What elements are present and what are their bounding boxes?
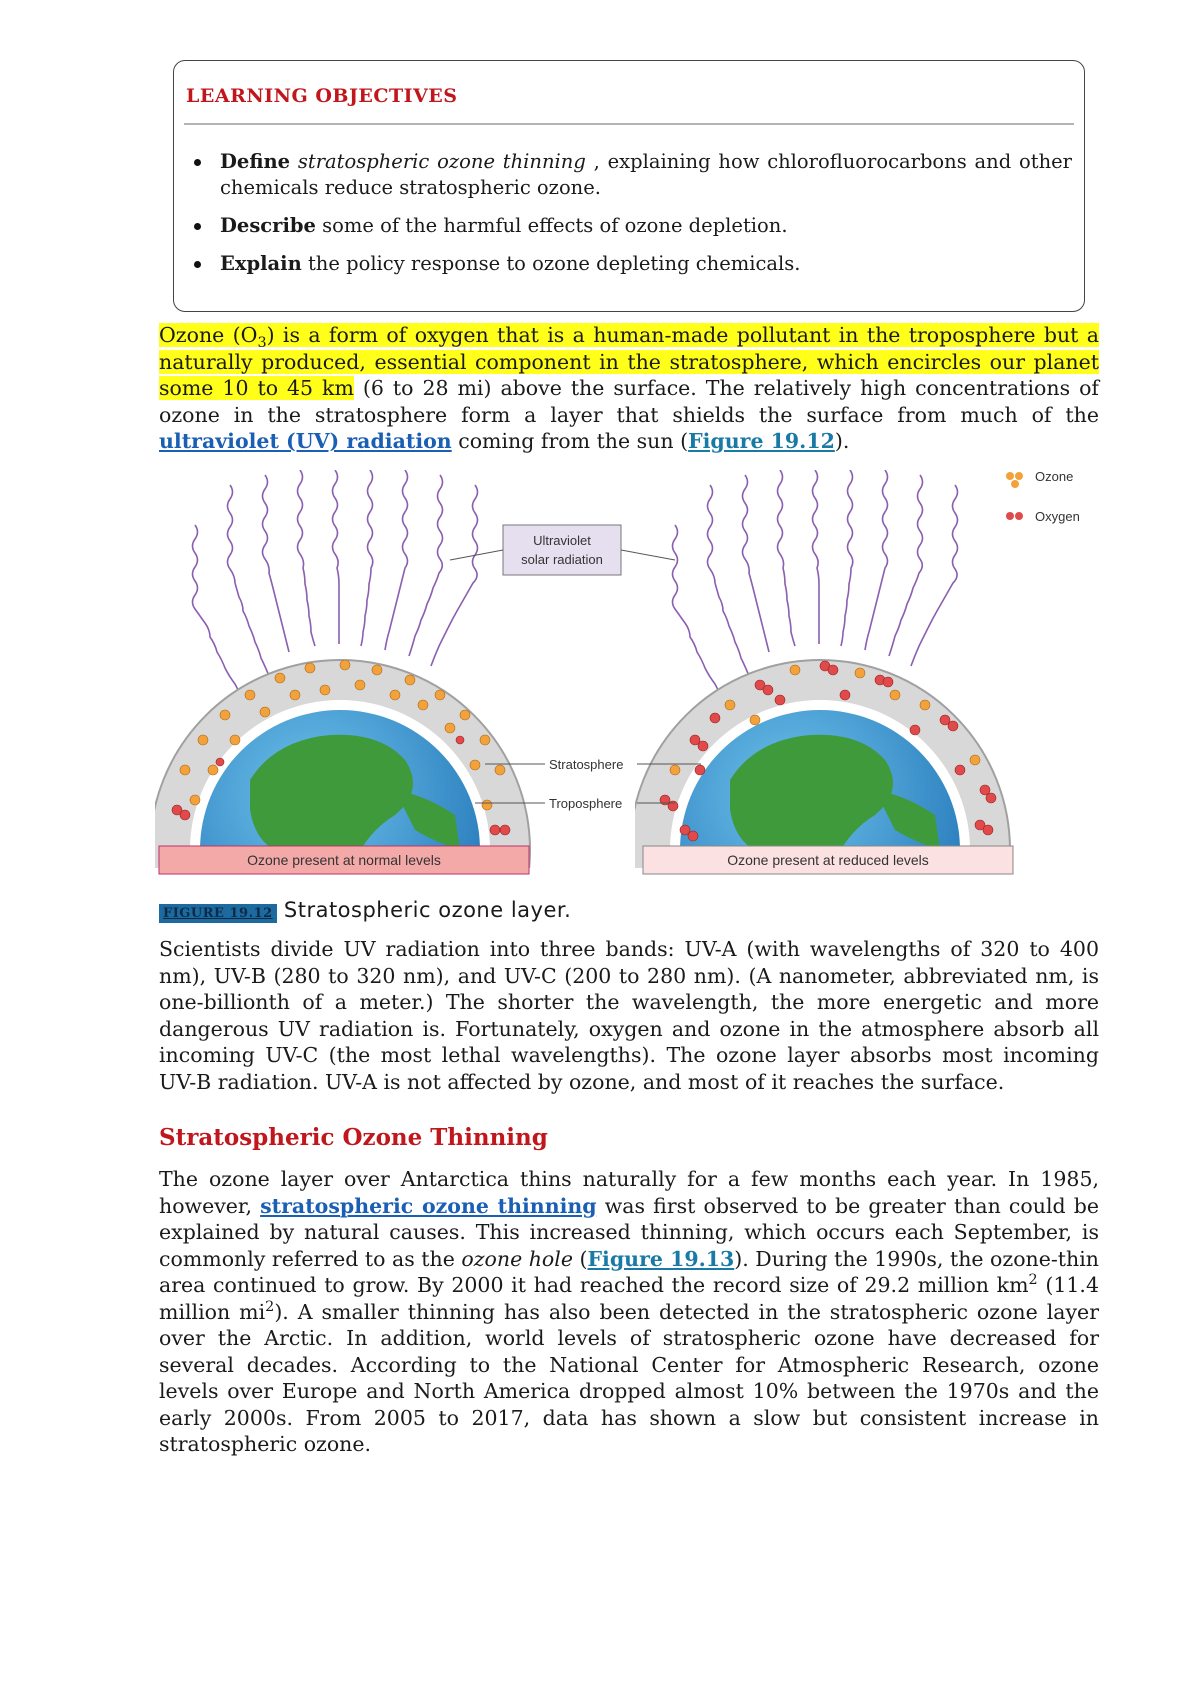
figure-tag: FIGURE 19.12 [159,904,277,923]
objective-text: , explaining how chlorofluorocarbons and other chemicals reduce stratospheric ozone. [220,150,1073,199]
stratospheric-ozone-thinning-link[interactable]: stratospheric ozone thinning [260,1193,597,1218]
ozone-layer-figure [155,470,1105,890]
stratosphere-label: Stratosphere [549,757,624,772]
intro-text: ) is a form of oxygen that is a human-made pollutant in the troposphere but a naturally produced, essential component in the stratosphere, which encircles our planet some 10 to 45 km [159,323,1099,400]
figure-19-13-link[interactable]: Figure 19.13 [587,1246,735,1271]
uv-radiation-link[interactable]: ultraviolet (UV) radiation [159,429,452,453]
uv-bands-paragraph: Scientists divide UV radiation into three bands: UV-A (with wavelengths of 320 to 400 nm), UV-B (280 to 320 nm), and UV-C (200 to 280 nm). (A nanometer, abbreviated nm, is one-billionth of a meter.) The shorter the wavelength, the more energetic and more dangerous UV radiation is. Fortunately, oxygen and ozone in the atmosphere absorb all incoming UV-C (the most lethal wavelengths). The ozone layer absorbs most incoming UV-B radiation. UV-A is not affected by ozone, and most of it reaches the surface. [159,937,1099,1094]
objective-text: some of the harmful effects of ozone depletion. [315,214,788,237]
body-text: (11.4 million mi [159,1273,1099,1324]
learning-objectives-box [173,60,1085,312]
objective-verb: Define [220,150,291,173]
objective-item [190,213,1072,239]
uv-label-box [450,525,675,575]
body-text: ). During the 1990s, the ozone-thin area continued to grow. By 2000 it had reached the record size of 29.2 million km [159,1246,1099,1297]
reduced-levels-label: Ozone present at reduced levels [727,852,929,868]
figure-title: Stratospheric ozone layer. [276,898,572,922]
ozone-hole-term: ozone hole [461,1246,573,1271]
legend-ozone-label: Ozone [1035,470,1074,484]
troposphere-label: Troposphere [549,796,623,811]
objective-term: stratospheric ozone thinning [297,150,586,173]
intro-text: (6 to 28 mi) above the surface. The relatively high concentrations of ozone in the stratosphere form a layer that shields the surface from much of the [159,376,1099,427]
figure-caption [159,898,571,922]
body-text: was first observed to be greater than could be explained by natural causes. This increased thinning, which occurs each September, is commonly referred to as the [159,1193,1099,1271]
objective-item [190,149,1072,201]
divider [184,123,1074,125]
objective-verb: Describe [220,214,316,237]
intro-text: ). [834,429,850,453]
superscript: 2 [1028,1272,1038,1289]
objective-verb: Explain [220,252,302,275]
thinning-paragraph [159,1166,1099,1458]
learning-objectives-title: LEARNING OBJECTIVES [186,85,458,107]
intro-text: Ozone (O [159,323,258,347]
body-text: ( [572,1246,588,1271]
normal-levels-label: Ozone present at normal levels [247,852,441,868]
subscript: 3 [257,335,267,352]
objective-text: the policy response to ozone depleting chemicals. [301,252,801,275]
figure-19-12-link[interactable]: Figure 19.12 [688,429,835,453]
legend-oxygen-label: Oxygen [1035,509,1080,524]
section-heading: Stratospheric Ozone Thinning [159,1124,548,1151]
intro-text: coming from the sun ( [451,429,689,453]
intro-paragraph [159,322,1099,455]
objective-item [190,251,1072,277]
body-text: ). A smaller thinning has also been detected in the stratospheric ozone layer over the Arctic. In addition, world levels of stratospheric ozone have decreased for several decades. According to the National Center for Atmospheric Research, ozone levels over Europe and North America dropped almost 10% between the 1970s and the early 2000s. From 2005 to 2017, data has shown a slow but consistent increase in stratospheric ozone. [159,1299,1099,1456]
figure-legend [1006,470,1080,524]
body-text: The ozone layer over Antarctica thins naturally for a few months each year. In 1985, however, [159,1167,1099,1218]
uv-label-line1: Ultraviolet [533,533,591,548]
objectives-list [190,149,1072,289]
superscript: 2 [265,1298,275,1315]
uv-label-line2: solar radiation [521,552,603,567]
